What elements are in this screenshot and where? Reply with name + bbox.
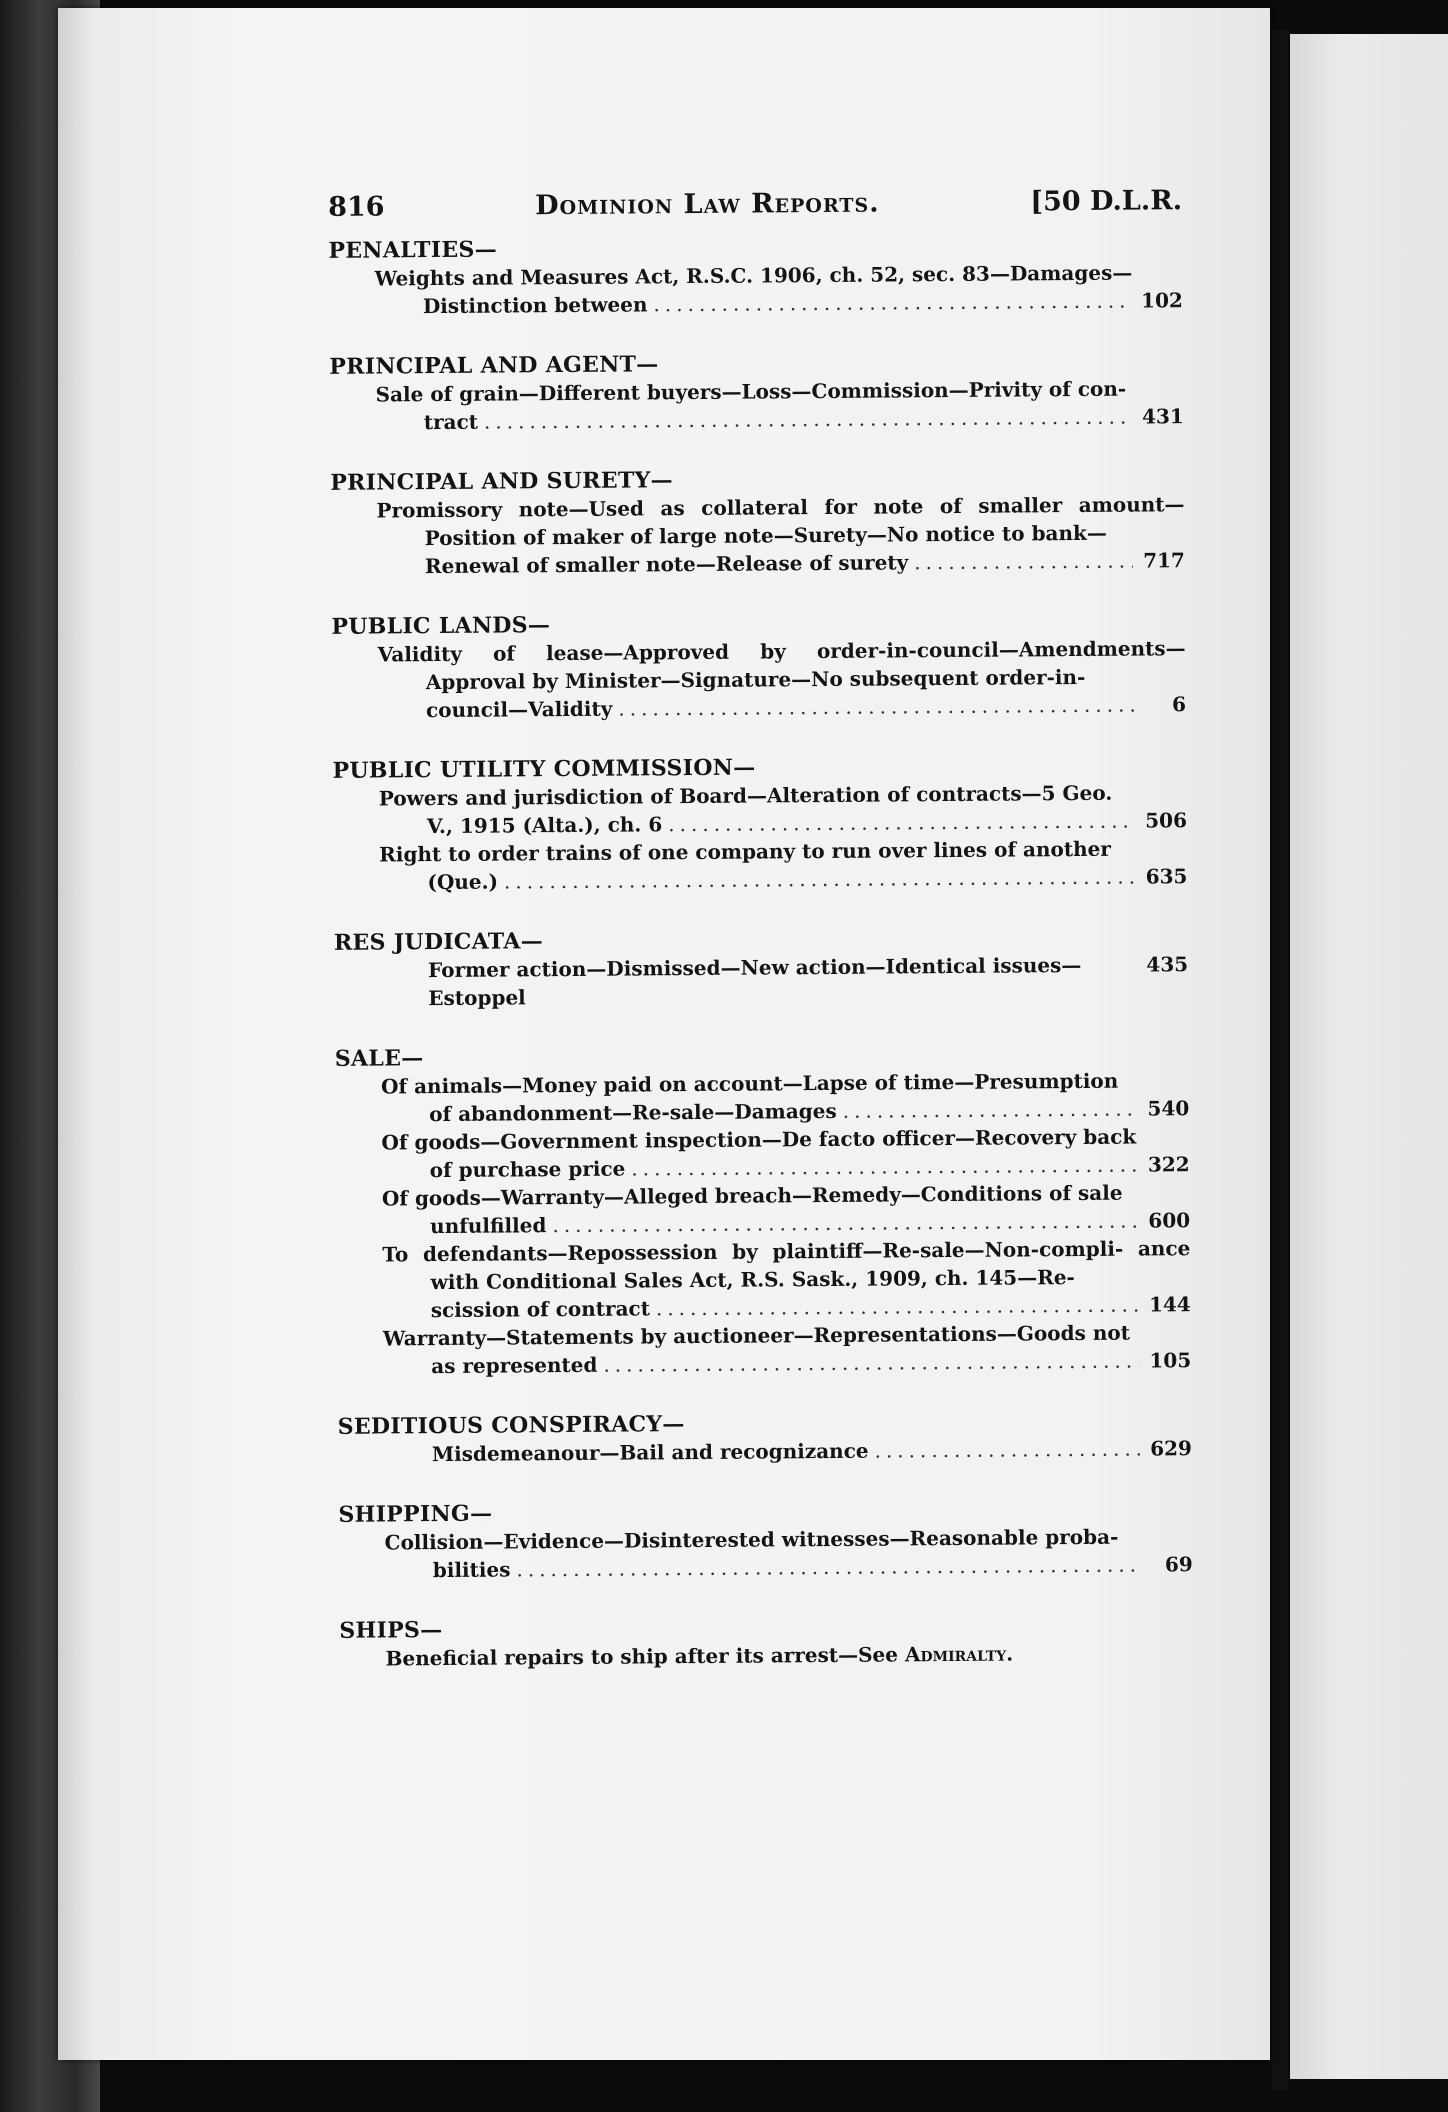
- entry-page-reference: 635: [1145, 864, 1188, 889]
- entry-page-reference: 540: [1147, 1096, 1190, 1121]
- entry-last-line: Renewal of smaller note—Release of surety: [424, 550, 909, 579]
- section-heading: PUBLIC UTILITY COMMISSION—: [332, 754, 756, 784]
- index-section: [312, 462, 1185, 581]
- index-section: [320, 1406, 1192, 1469]
- entry-text: Warranty—Statements by auctioneer—Representations—Goods not: [382, 1320, 1131, 1351]
- entry-final-line: [427, 862, 1187, 896]
- dot-leader: [618, 691, 1134, 723]
- entry-page-reference: 717: [1143, 548, 1186, 573]
- entry-text: Powers and jurisdiction of Board—Alteration of contracts—5 Geo.: [378, 780, 1113, 811]
- entry-text: Of goods—Government inspection—De facto officer—Recovery back: [381, 1124, 1137, 1155]
- dot-leader: [843, 1095, 1138, 1125]
- volume-reference: [50 D.L.R.: [1030, 185, 1183, 218]
- entry-text: Sale of grain—Different buyers—Loss—Commission—Privity of con-: [375, 376, 1127, 407]
- entry-final-line: [433, 1550, 1193, 1584]
- entry-last-line: (Que.): [427, 869, 499, 895]
- entry-last-line: Former action—Dismissed—New action—Identical issues—Estoppel: [428, 952, 1082, 1011]
- entry-text: Promissory note—Used as collateral for note of smaller amount— Position of maker of large note—Surety—No notice to bank—: [376, 492, 1185, 551]
- index-section: [321, 1610, 1193, 1673]
- index-entry: [375, 374, 1183, 436]
- entry-final-line: [424, 402, 1184, 436]
- index-entry: [378, 634, 1187, 724]
- entry-page-reference: 144: [1148, 1292, 1191, 1317]
- entry-last-line: as represented: [431, 1352, 598, 1379]
- entry-last-line: of purchase price: [429, 1156, 626, 1183]
- index-section: [317, 1038, 1192, 1381]
- section-heading: PRINCIPAL AND SURETY—: [330, 467, 673, 496]
- entry-last-line: Distinction between: [422, 292, 648, 319]
- entry-last-line: V., 1915 (Alta.), ch. 6: [426, 812, 663, 839]
- dot-leader: [484, 403, 1132, 436]
- section-heading: SALE—: [334, 1045, 424, 1072]
- index-entry: [381, 1122, 1189, 1184]
- entry-text: Of animals—Money paid on account—Lapse of time—Presumption: [380, 1068, 1119, 1099]
- entry-page-reference: 506: [1145, 808, 1188, 833]
- entry-page-reference: 600: [1148, 1208, 1191, 1233]
- index-section: [320, 1494, 1193, 1585]
- dot-leader: [516, 1551, 1141, 1584]
- entry-page-reference: 322: [1147, 1152, 1190, 1177]
- entry-text: Weights and Measures Act, R.S.C. 1906, ch. 52, sec. 83—Damages—: [374, 260, 1133, 291]
- entry-page-reference: 629: [1150, 1436, 1192, 1461]
- index-section: [313, 606, 1186, 725]
- dot-leader: [603, 1347, 1139, 1379]
- index-entry: [379, 834, 1187, 896]
- index-section: [316, 922, 1189, 1013]
- entry-text: Validity of lease—Approved by order-in-council—Amendments— Approval by Minister—Signature—No subsequent order-in-: [377, 636, 1186, 695]
- index-content: [310, 185, 1194, 1673]
- entry-final-line: [428, 950, 1188, 1012]
- entry-last-line: tract: [423, 409, 479, 435]
- entry-text: Collision—Evidence—Disinterested witnesses—Reasonable proba-: [384, 1524, 1119, 1555]
- entry-final-line: [432, 1434, 1192, 1468]
- facing-page-edge: [1290, 34, 1448, 2079]
- index-entry: [380, 950, 1188, 1012]
- index-entry: [381, 1066, 1189, 1128]
- index-entry: [382, 1178, 1190, 1240]
- index-section: [310, 230, 1183, 321]
- section-heading: PENALTIES—: [328, 236, 498, 264]
- dot-leader: [914, 547, 1133, 577]
- dot-leader: [656, 1291, 1139, 1323]
- running-head: [328, 185, 1182, 223]
- entry-last-line: scission of contract: [430, 1296, 650, 1323]
- entry-last-line: council—Validity: [425, 696, 613, 723]
- entry-text: Of goods—Warranty—Alleged breach—Remedy—Conditions of sale: [381, 1180, 1123, 1211]
- entry-text: Right to order trains of one company to run over lines of another: [379, 836, 1111, 867]
- entry-last-line: unfulfilled: [430, 1213, 547, 1239]
- section-heading: RES JUDICATA—: [333, 928, 544, 956]
- index-entry: [384, 1522, 1192, 1584]
- entry-last-line: of abandonment—Re-sale—Damages: [429, 1098, 837, 1127]
- entry-last-line: bilities: [432, 1557, 511, 1583]
- dot-leader: [504, 863, 1136, 896]
- entry-final-line: [431, 1346, 1191, 1380]
- dot-leader: [653, 287, 1131, 319]
- entry-page-reference: 6: [1172, 692, 1187, 717]
- section-heading: SHIPS—: [339, 1617, 443, 1644]
- entry-final-line: [426, 690, 1186, 724]
- dot-leader: [668, 807, 1135, 839]
- entry-page-reference: 435: [1146, 952, 1189, 977]
- dot-leader: [631, 1151, 1138, 1183]
- cross-reference-target: Admiralty.: [904, 1641, 1014, 1667]
- index-sections: [310, 230, 1193, 1673]
- index-entry: [379, 778, 1187, 840]
- cross-reference-text: Beneficial repairs to ship after its arrest—See: [385, 1642, 899, 1671]
- section-heading: SEDITIOUS CONSPIRACY—: [337, 1411, 685, 1440]
- index-entry: [382, 1234, 1191, 1324]
- section-heading: PUBLIC LANDS—: [331, 612, 551, 640]
- entry-page-reference: 105: [1149, 1348, 1192, 1373]
- entry-final-line: [423, 286, 1183, 320]
- index-entry: [376, 490, 1185, 580]
- index-entry: [383, 1318, 1191, 1380]
- index-entry: [375, 258, 1183, 320]
- page-gutter: [1272, 30, 1288, 2090]
- running-title: Dominion Law Reports.: [535, 187, 880, 222]
- section-heading: SHIPPING—: [338, 1500, 493, 1528]
- index-entry: [384, 1434, 1192, 1468]
- entry-final-line: [425, 546, 1185, 580]
- index-section: [311, 346, 1184, 437]
- section-heading: PRINCIPAL AND AGENT—: [329, 351, 659, 380]
- dot-leader: [874, 1435, 1140, 1465]
- entry-page-reference: 69: [1164, 1552, 1193, 1577]
- entry-last-line: Misdemeanour—Bail and recognizance: [431, 1438, 869, 1467]
- index-section: [314, 750, 1187, 897]
- entry-page-reference: 431: [1141, 404, 1184, 429]
- entry-page-reference: 102: [1141, 288, 1183, 313]
- entry-text: To defendants—Repossession by plaintiff—Re-sale—Non-compli- ance with Conditional Sales Act, R.S. Sask., 1909, ch. 145—Re-: [382, 1236, 1191, 1295]
- page-number: 816: [327, 191, 385, 223]
